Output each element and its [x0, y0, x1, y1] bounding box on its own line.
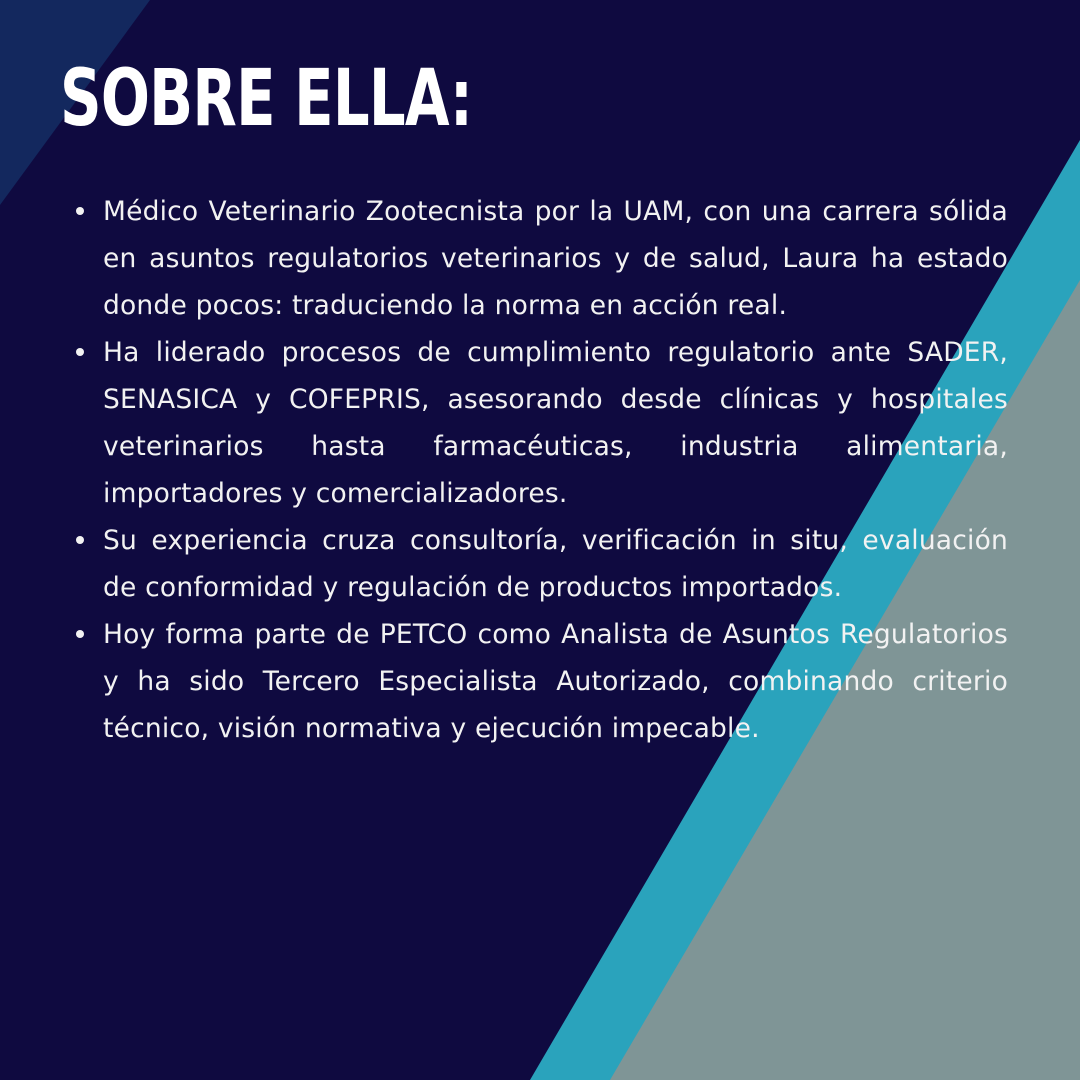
bullet-item: Su experiencia cruza consultoría, verificación in situ, evaluación de conformidad y regulación de productos importados. [74, 517, 1008, 611]
bullet-item: Ha liderado procesos de cumplimiento regulatorio ante SADER, SENASICA y COFEPRIS, asesorando desde clínicas y hospitales veterinarios hasta farmacéuticas, industria alimentaria, importadores y comercializadores. [74, 329, 1008, 517]
bullet-list [74, 188, 1008, 752]
bullet-item: Hoy forma parte de PETCO como Analista de Asuntos Regulatorios y ha sido Tercero Especialista Autorizado, combinando criterio técnico, visión normativa y ejecución impecable. [74, 611, 1008, 752]
bullet-item: Médico Veterinario Zootecnista por la UAM, con una carrera sólida en asuntos regulatorios veterinarios y de salud, Laura ha estado donde pocos: traduciendo la norma en acción real. [74, 188, 1008, 329]
page-title: SOBRE ELLA: [60, 54, 473, 144]
